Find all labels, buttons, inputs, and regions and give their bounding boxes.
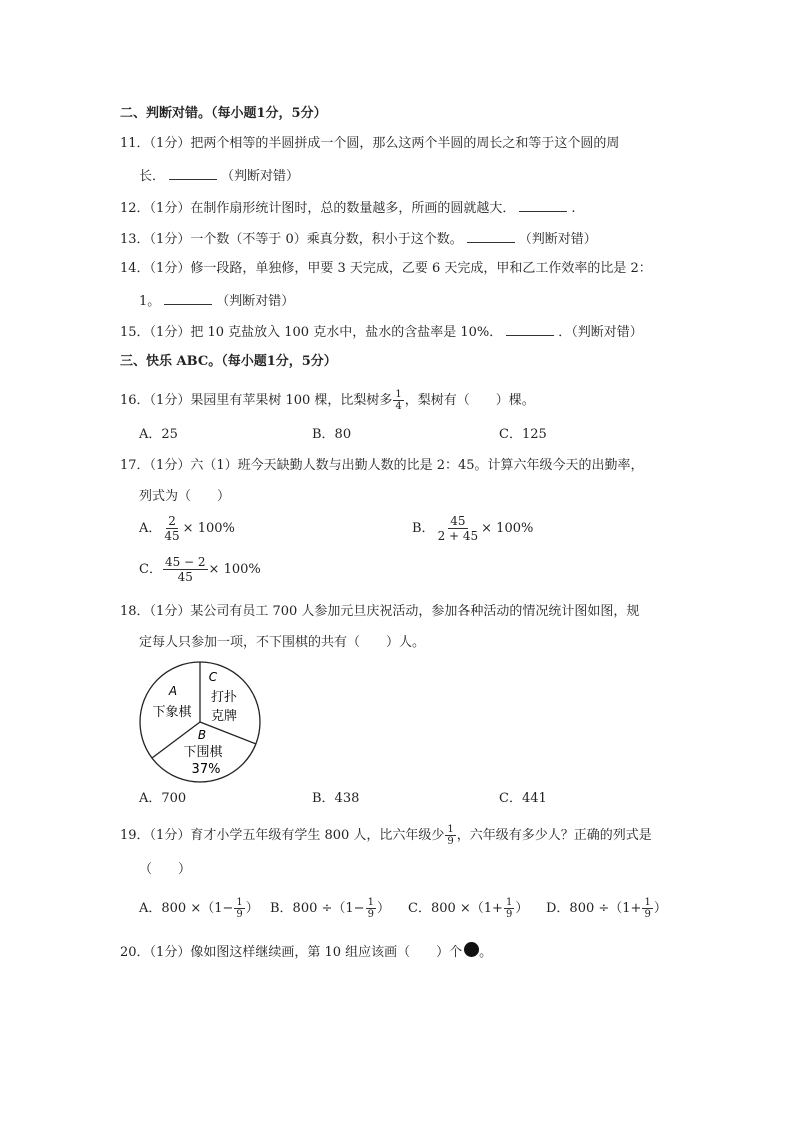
q13	[120, 228, 597, 250]
q18-line1: 18．（1分）某公司有员工 700 人参加元旦庆祝活动，参加各种活动的情况统计图如图，规	[120, 604, 640, 619]
pie-slice-c-label-line2: 克牌	[210, 709, 238, 724]
q15	[120, 321, 643, 343]
q16-option-a[interactable]: A．25	[139, 427, 178, 442]
q17-option-b[interactable]: B． $\frac{45}{2 + 45}$ × 100%	[412, 514, 534, 543]
q18-option-a[interactable]: A．700	[139, 791, 187, 806]
q17-line2: 列式为（ ）	[139, 489, 231, 504]
q14-hint: （判断对错）	[216, 294, 295, 309]
q14-line2	[139, 290, 294, 312]
pie-slice-a-letter: A	[168, 684, 178, 698]
pie-slice-b-percent: 37%	[191, 762, 221, 777]
q11-hint: （判断对错）	[221, 169, 300, 184]
pie-slice-c-letter: C	[208, 670, 218, 684]
q11-answer-blank[interactable]	[169, 165, 217, 180]
q19-option-c[interactable]: C．800 ×（1+ $\frac{1}{9}$ ）	[408, 897, 529, 920]
q14-answer-blank[interactable]	[164, 290, 212, 305]
q20-end: 。	[479, 945, 493, 960]
q13-answer-blank[interactable]	[467, 228, 515, 243]
q17-option-a[interactable]: A． $\frac{2}{45}$ × 100%	[139, 514, 235, 543]
q16-stem	[120, 388, 535, 414]
q12-end: .	[571, 201, 576, 216]
q18-option-b[interactable]: B．438	[312, 791, 360, 806]
q17-option-c[interactable]: C． $\frac{45 - 2}{45}$ × 100%	[139, 555, 261, 584]
q17-line1: 17．（1分）六（1）班今天缺勤人数与出勤人数的比是 2：45。计算六年级今天的出勤率，	[120, 458, 644, 473]
section-3-title: 三、快乐 ABC。（每小题1分，5分）	[120, 354, 337, 369]
q15-answer-blank[interactable]	[506, 321, 554, 336]
q12-text: 12．（1分）在制作扇形统计图时，总的数量越多，所画的圆就越大．	[120, 201, 516, 216]
q19-stem	[120, 822, 652, 850]
q18-line2: 定每人只参加一项，不下围棋的共有（ ）人。	[139, 635, 426, 650]
q11-line1: 11．（1分）把两个相等的半圆拼成一个圆，那么这两个半圆的周长之和等于这个圆的周	[120, 136, 620, 151]
q16-text: 16．（1分）果园里有苹果树 100 棵，比梨树多	[120, 393, 393, 408]
q12-answer-blank[interactable]	[519, 197, 567, 212]
q15-text: 15．（1分）把 10 克盐放入 100 克水中，盐水的含盐率是 10%．	[120, 325, 503, 340]
q12	[120, 197, 575, 219]
q17-option-c-fraction: $\frac{45 - 2}{45}$	[164, 555, 206, 584]
q17-option-b-fraction: $\frac{45}{2 + 45}$	[437, 514, 479, 543]
q16-option-c[interactable]: C．125	[499, 427, 547, 442]
q11-text: 长．	[139, 169, 166, 184]
q18-option-c[interactable]: C．441	[499, 791, 547, 806]
q13-text: 13．（1分）一个数（不等于 0）乘真分数，积小于这个数。	[120, 232, 463, 247]
q19-option-b[interactable]: B．800 ÷（1− $\frac{1}{9}$ ）	[270, 897, 390, 920]
q19-option-a[interactable]: A．800 ×（1− $\frac{1}{9}$ ）	[139, 897, 259, 920]
q19-line2: （ ）	[139, 862, 192, 877]
activity-pie-chart	[138, 660, 262, 784]
q15-hint: ．（判断对错）	[558, 325, 643, 340]
q19-text-end: ，六年级有多少人？正确的列式是	[456, 828, 652, 843]
q11-line2	[139, 165, 299, 187]
pie-slice-c-label-line1: 打扑	[210, 690, 238, 705]
q13-hint: （判断对错）	[518, 232, 597, 247]
q19-fraction: $\frac{1}{9}$	[447, 824, 454, 847]
section-2-title: 二、判断对错。（每小题1分，5分）	[120, 106, 327, 121]
q16-text-end: ，梨树有（ ）棵。	[404, 393, 535, 408]
q20	[120, 942, 492, 963]
q14-line1: 14．（1分）修一段路，单独修，甲要 3 天完成，乙要 6 天完成，甲和乙工作效率的比是 2：	[120, 261, 652, 276]
pie-slice-b-letter: B	[197, 728, 207, 742]
q19-option-d[interactable]: D．800 ÷（1+ $\frac{1}{9}$ ）	[546, 897, 667, 920]
pie-slice-a-label: 下象棋	[152, 705, 192, 720]
q20-text: 20．（1分）像如图这样继续画，第 10 组应该画（ ）个	[120, 945, 463, 960]
q17-option-a-fraction: $\frac{2}{45}$	[164, 514, 180, 543]
pie-slice-b-label: 下围棋	[183, 745, 223, 760]
q16-fraction: $\frac{1}{4}$	[395, 389, 402, 412]
black-dot-icon	[464, 942, 479, 957]
q19-text: 19．（1分）育才小学五年级有学生 800 人，比六年级少	[120, 828, 445, 843]
q14-text: 1。	[139, 294, 161, 309]
q16-option-b[interactable]: B．80	[312, 427, 352, 442]
